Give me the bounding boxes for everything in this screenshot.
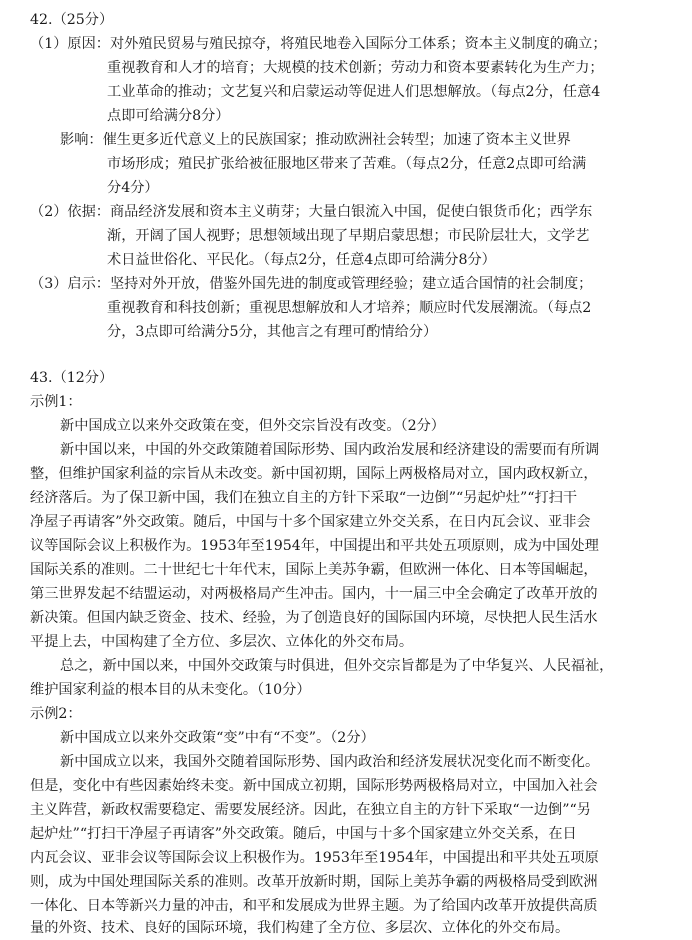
q42-part1-reason-line: （1）原因：对外殖民贸易与殖民掠夺，将殖民地卷入国际分工体系；资本主义制度的确立；: [30, 36, 607, 52]
q43-example2-thesis: 新中国成立以来外交政策“变”中有“不变”。（2分）: [60, 730, 375, 746]
q43-example2-body-line: 内瓦会议、亚非会议等国际会议上积极作为。1953年至1954年，中国提出和平共处五项原: [30, 850, 599, 866]
q43-example1-body-line: 新决策。但国内缺乏资金、技术、经验，为了创造良好的国际国内环境，尽快把人民生活水: [30, 610, 598, 626]
q43-example1-body-line: 经济落后。为了保卫新中国，我们在独立自主的方针下采取“一边倒”“另起炉灶”“打扫干: [30, 490, 578, 506]
q43-example1-body-line: 平提上去，中国构建了全方位、多层次、立体化的外交布局。: [30, 634, 414, 650]
q43-example2-label: 示例2：: [30, 706, 82, 722]
q43-example2-body-line: 则，成为中国处理国际关系的准则。改革开放新时期，国际上美苏争霸的两极格局受到欧洲: [30, 874, 598, 890]
q42-part2-basis-line: 术日益世俗化、平民化。（每点2分，任意4点即可给满分8分）: [107, 252, 496, 268]
q42-part3-lesson-line: （3）启示：坚持对外开放，借鉴外国先进的制度或管理经验；建立适合国情的社会制度；: [30, 276, 593, 292]
q43-example2-body-line: 新中国成立以来，我国外交随着国际形势、国内政治和经济发展状况变化而不断变化。: [60, 754, 600, 770]
q43-example1-body-line: 整，但维护国家利益的宗旨从未改变。新中国初期，国际上两极格局对立，国内政权新立，: [30, 466, 598, 482]
q43-example1-body-line: 第三世界发起不结盟运动，对两极格局产生冲击。国内，十一届三中全会确定了改革开放的: [30, 586, 598, 602]
q43-example2-body-line: 但是，变化中有些因素始终未变。新中国成立初期，国际形势两极格局对立，中国加入社会: [30, 778, 598, 794]
q43-example1-thesis: 新中国成立以来外交政策在变，但外交宗旨没有改变。（2分）: [60, 418, 445, 434]
q43-example2-body-line: 起炉灶”“打扫干净屋子再请客”外交政策。随后，中国与十多个国家建立外交关系，在日: [30, 826, 577, 842]
q43-example1-label: 示例1：: [30, 394, 82, 410]
q42-part1-reason-line: 重视教育和人才的培育；大规模的技术创新；劳动力和资本要素转化为生产力；: [107, 60, 604, 76]
q43-example2-body-line: 量的外资、技术、良好的国际环境，我们构建了全方位、多层次、立体化的外交布局。: [30, 920, 570, 936]
q42-part1-impact-line: 影响：催生更多近代意义上的民族国家；推动欧洲社会转型；加速了资本主义世界: [60, 132, 571, 148]
q43-example2-body-line: 一体化、日本等新兴力量的冲击，和平和发展成为世界主题。为了给国内改革开放提供高质: [30, 898, 598, 914]
q43-example1-body-line: 净屋子再请客”外交政策。随后，中国与十多个国家建立外交关系，在日内瓦会议、亚非会: [30, 514, 591, 530]
q43-example1-conclusion-line: 总之，新中国以来，中国外交政策与时俱进，但外交宗旨都是为了中华复兴、人民福祉，: [60, 658, 614, 674]
q43-example1-body-line: 新中国以来，中国的外交政策随着国际形势、国内政治发展和经济建设的需要而有所调: [60, 442, 600, 458]
q42-header: 42.（25分）: [30, 12, 114, 28]
q43-example1-conclusion-line: 维护国家利益的根本目的从未变化。（10分）: [30, 682, 311, 698]
q42-part1-impact-line: 分4分）: [107, 180, 159, 196]
q42-part2-basis-line: 渐，开阔了国人视野；思想领域出现了早期启蒙思想；市民阶层壮大，文学艺: [107, 228, 590, 244]
q43-header: 43.（12分）: [30, 370, 114, 386]
q43-example1-body-line: 国际关系的准则。二十世纪七十年代末，国际上美苏争霸，但欧洲一体化、日本等国崛起，: [30, 562, 598, 578]
q43-example2-body-line: 主义阵营，新政权需要稳定、需要发展经济。因此，在独立自主的方针下采取“一边倒”“另: [30, 802, 591, 818]
q42-part2-basis-line: （2）依据：商品经济发展和资本主义萌芽；大量白银流入中国，促使白银货币化；西学东: [30, 204, 593, 220]
q43-example1-body-line: 议等国际会议上积极作为。1953年至1954年，中国提出和平共处五项原则，成为中国处理: [30, 538, 599, 554]
q42-part3-lesson-line: 重视教育和科技创新；重视思想解放和人才培养；顺应时代发展潮流。（每点2: [107, 300, 592, 316]
q42-part1-reason-line: 点即可给满分8分）: [107, 108, 230, 124]
q42-part1-reason-line: 工业革命的推动；文艺复兴和启蒙运动等促进人们思想解放。（每点2分，任意4: [107, 84, 601, 100]
q42-part1-impact-line: 市场形成；殖民扩张给被征服地区带来了苦难。（每点2分，任意2点即可给满: [107, 156, 587, 172]
q42-part3-lesson-line: 分，3点即可给满分5分，其他言之有理可酌情给分）: [107, 324, 438, 340]
